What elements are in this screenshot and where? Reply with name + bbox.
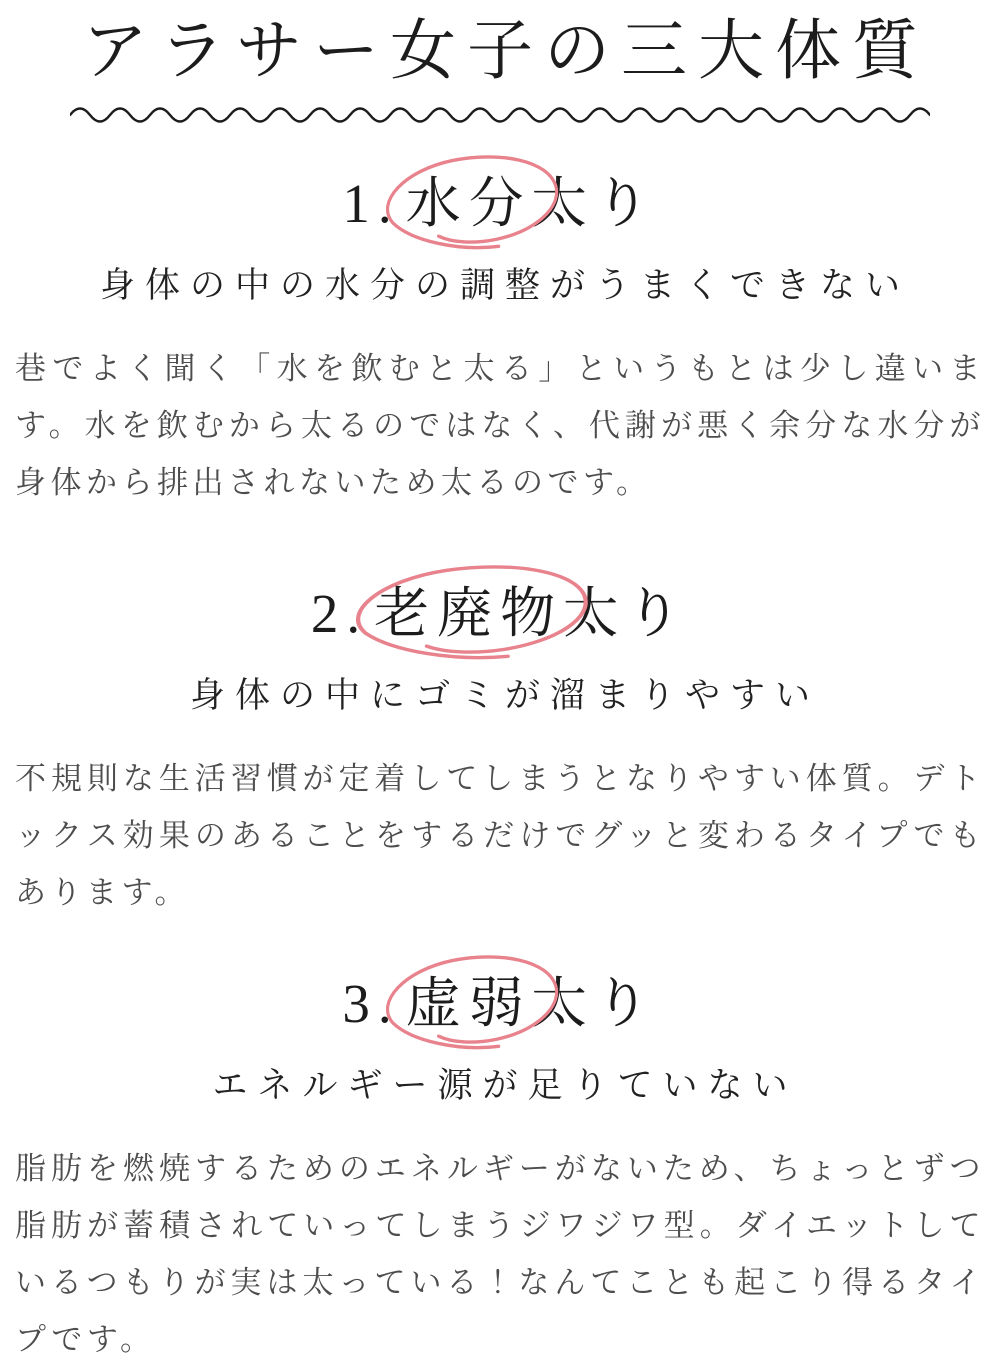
- section-1-subtitle: 身体の中の水分の調整がうまくできない: [99, 266, 910, 306]
- section-1-circled-word-wrap: [406, 169, 532, 238]
- section-1-heading: [0, 169, 1000, 238]
- section-1-circled-word: 水分: [405, 173, 532, 235]
- section-2-circled-word-wrap: [374, 579, 563, 648]
- section-3-heading-suffix: 太り: [531, 973, 658, 1035]
- section-1-body: 巷でよく聞く「水を飲むと太る」というもとは少し違います。水を飲むから太るのではなく、代謝が悪く余分な水分が身体から排出されないため太るのです。: [15, 351, 985, 501]
- section-3-heading: [0, 969, 1000, 1038]
- section-3-circled-word: 虚弱: [405, 973, 532, 1035]
- section-2-number: 2.: [310, 583, 369, 645]
- section-3-subtitle: エネルギー源が足りていない: [212, 1066, 798, 1106]
- section-3-body: 脂肪を燃焼するためのエネルギーがないため、ちょっとずつ脂肪が蓄積されていってしまうジワジワ型。ダイエットしているつもりが実は太っている！なんてことも起こり得るタイプです。: [15, 1151, 985, 1358]
- section-rouhaibutsu-futori: [0, 579, 1000, 921]
- section-2-circled-word: 老廃物: [374, 583, 564, 645]
- wavy-underline-icon: [70, 99, 930, 129]
- section-2-heading: [0, 579, 1000, 648]
- section-3-number: 3.: [342, 973, 400, 1035]
- section-2-subtitle: 身体の中にゴミが溜まりやすい: [189, 676, 820, 716]
- page-title: アラサー女子の三大体質: [82, 15, 929, 88]
- section-1-heading-suffix: 太り: [531, 173, 658, 235]
- section-2-body: 不規則な生活習慣が定着してしまうとなりやすい体質。デトックス効果のあることをするだけでグッと変わるタイプでもあります。: [15, 761, 985, 911]
- section-kyojaku-futori: [0, 969, 1000, 1368]
- section-suibun-futori: [0, 169, 1000, 511]
- section-1-number: 1.: [342, 173, 400, 235]
- section-3-circled-word-wrap: [406, 969, 532, 1038]
- section-2-heading-suffix: 太り: [563, 583, 690, 645]
